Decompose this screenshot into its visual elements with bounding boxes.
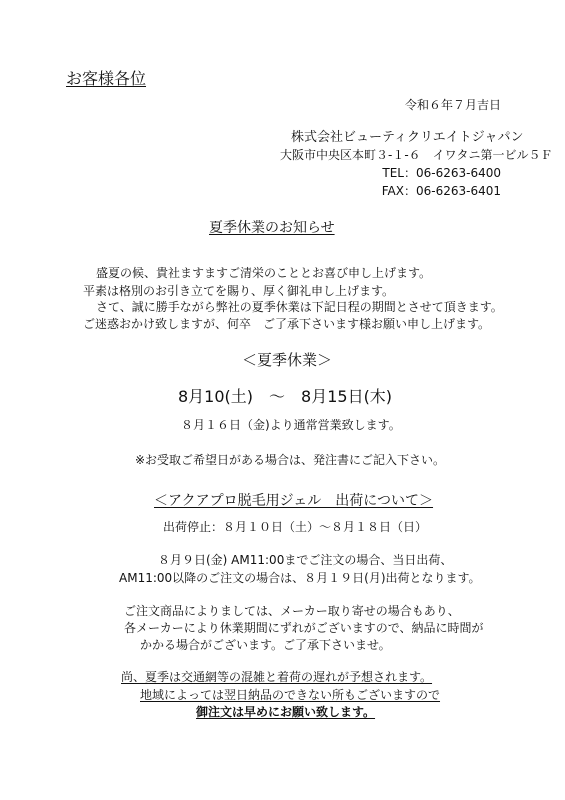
holiday-dates: 8月10(土) ～ 8月15日(木) xyxy=(178,387,393,406)
notice-line: 尚、夏季は交通網等の混雑と着荷の遅れが予想されます。 xyxy=(121,670,433,684)
body-line: 平素は格別のお引き立てを賜り、厚く御礼申し上げます。 xyxy=(83,284,395,298)
pickup-note: ※お受取ご希望日がある場合は、発注書にご記入下さい。 xyxy=(135,453,446,467)
maker-line: かかる場合がございます。ご了承下さいませ。 xyxy=(140,638,391,652)
notice-title: 夏季休業のお知らせ xyxy=(209,220,335,236)
notice-line: 御注文は早めにお願い致します。 xyxy=(196,705,376,719)
shipping-stop: 出荷停止：８月１０日（土）～８月１８日（日） xyxy=(163,520,428,534)
sender-fax: FAX：06-6263-6401 xyxy=(381,184,501,198)
sender-company: 株式会社ビューティクリエイトジャパン xyxy=(291,130,524,145)
shipping-heading: ＜アクアプロ脱毛用ジェル 出荷について＞ xyxy=(154,493,434,509)
holiday-heading: ＜夏季休業＞ xyxy=(242,351,333,369)
notice-line: 地域によっては翌日納品のできない所もございますので xyxy=(140,688,441,702)
maker-line: 各メーカーにより休業期間にずれがございますので、納品に時間が xyxy=(124,621,484,635)
sender-address: 大阪市中央区本町３-１-６ イワタニ第一ビル５Ｆ xyxy=(280,148,553,162)
shipping-line: AM11:00以降のご注文の場合は、８月１９日(月)出荷となります。 xyxy=(119,571,481,585)
body-line: 盛夏の候、貴社ますますご清栄のこととお喜び申し上げます。 xyxy=(96,266,432,280)
body-line: さて、誠に勝手ながら弊社の夏季休業は下記日程の期間とさせて頂きます。 xyxy=(96,300,503,314)
resume-business: ８月１６日（金)より通常営業致します。 xyxy=(181,418,401,432)
body-line: ご迷惑おかけ致しますが、何卒 ご了承下さいます様お願い申し上げます。 xyxy=(83,317,491,331)
shipping-line: ８月９日(金) AM11:00までご注文の場合、当日出荷、 xyxy=(158,553,453,567)
sender-tel: TEL：06-6263-6400 xyxy=(382,166,501,180)
issue-date: 令和６年７月吉日 xyxy=(404,98,501,112)
recipient-heading: お客様各位 xyxy=(66,69,147,88)
maker-line: ご注文商品によりましては、メーカー取り寄せの場合もあり、 xyxy=(124,604,460,618)
